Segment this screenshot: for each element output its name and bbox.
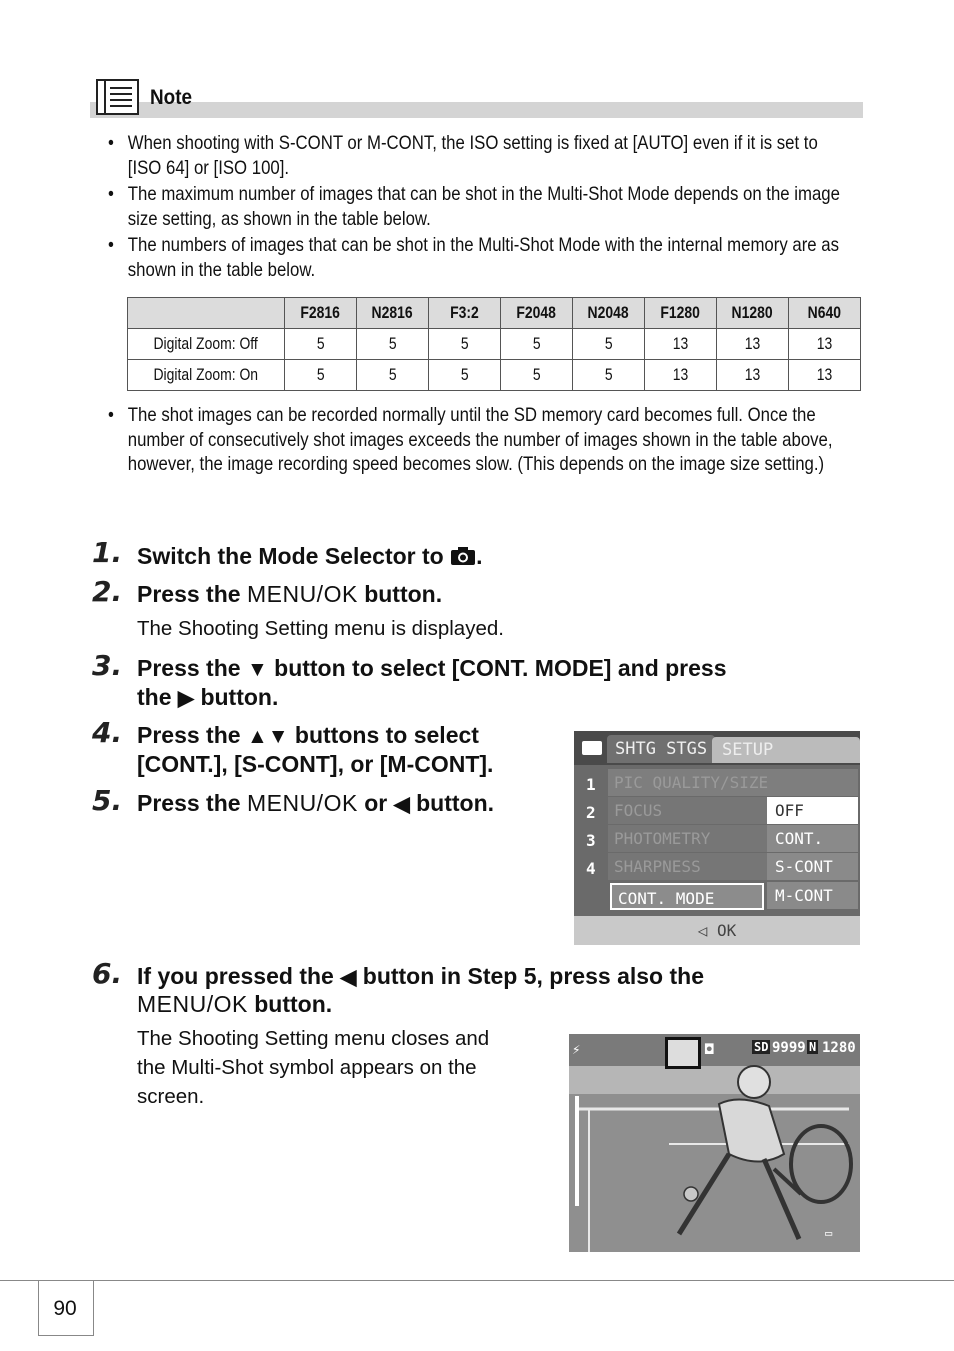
menu-ok-label: MENU/OK bbox=[246, 581, 358, 607]
down-arrow-icon: ▼ bbox=[246, 658, 268, 681]
table-cell: 5 bbox=[573, 360, 645, 391]
table-header-cell: N1280 bbox=[717, 298, 789, 329]
camera-mode-icon bbox=[450, 546, 476, 566]
tab-setup: SETUP bbox=[712, 737, 860, 763]
step-2-text: Press the MENU/OK button. bbox=[137, 581, 443, 607]
table-header-cell: N2048 bbox=[573, 298, 645, 329]
table-cell: 5 bbox=[357, 360, 429, 391]
multi-shot-count-table bbox=[127, 297, 861, 391]
step-6-description-line2: the Multi-Shot symbol appears on the bbox=[137, 1056, 477, 1079]
menu-item-photometry: PHOTOMETRY bbox=[608, 825, 768, 852]
step-1-number: 1. bbox=[92, 536, 123, 569]
step-6-text-line2: MENU/OK button. bbox=[137, 991, 333, 1017]
camera-menu-screenshot bbox=[574, 731, 860, 945]
camera-preview-screenshot bbox=[569, 1034, 860, 1252]
menu-page-number: 4 bbox=[586, 859, 596, 878]
image-quality-badge: N bbox=[809, 1040, 817, 1054]
left-arrow-icon: ◀ bbox=[340, 966, 357, 989]
right-arrow-icon: ▶ bbox=[177, 687, 195, 710]
table-header-row bbox=[128, 298, 861, 329]
step-3-text-line2: the ▶ button. bbox=[137, 684, 279, 710]
table-cell: 5 bbox=[285, 329, 357, 360]
menu-page-number: 1 bbox=[586, 775, 596, 794]
table-cell: 5 bbox=[429, 329, 501, 360]
table-header-cell: N640 bbox=[789, 298, 861, 329]
table-header-cell: F1280 bbox=[645, 298, 717, 329]
menu-page-number: 2 bbox=[586, 803, 596, 822]
table-row-label: Digital Zoom: Off bbox=[128, 329, 285, 360]
table-cell: 5 bbox=[501, 329, 573, 360]
step-4-number: 4. bbox=[92, 716, 123, 749]
menu-bottom-bar: ◁ OK bbox=[574, 916, 860, 945]
step-3-number: 3. bbox=[92, 649, 123, 682]
left-arrow-icon: ◁ bbox=[697, 921, 708, 940]
table-header-cell: N2816 bbox=[357, 298, 429, 329]
table-cell: 13 bbox=[645, 360, 717, 391]
tennis-player-illustration bbox=[569, 1034, 860, 1252]
table-cell: 13 bbox=[789, 360, 861, 391]
table-corner-cell bbox=[128, 298, 285, 329]
step-2-description: The Shooting Setting menu is displayed. bbox=[137, 617, 504, 640]
step-6-text-line1: If you pressed the ◀ button in Step 5, press also the bbox=[137, 963, 704, 989]
option-cont: CONT. bbox=[767, 825, 858, 852]
menu-item-cont-mode: CONT. MODE bbox=[610, 883, 764, 910]
table-cell: 13 bbox=[789, 329, 861, 360]
table-cell: 13 bbox=[645, 329, 717, 360]
footer-rule bbox=[0, 1280, 954, 1281]
table-row-label: Digital Zoom: On bbox=[128, 360, 285, 391]
note-title: Note bbox=[150, 86, 193, 109]
option-s-cont: S-CONT bbox=[767, 853, 858, 880]
step-5-number: 5. bbox=[92, 784, 123, 817]
battery-icon: ▭ bbox=[825, 1226, 833, 1240]
menu-item-sharpness: SHARPNESS bbox=[608, 853, 768, 880]
table-cell: 5 bbox=[429, 360, 501, 391]
table-row bbox=[128, 329, 861, 360]
left-arrow-icon: ◀ bbox=[393, 793, 410, 816]
step-6-description-line1: The Shooting Setting menu closes and bbox=[137, 1027, 490, 1050]
table-cell: 5 bbox=[501, 360, 573, 391]
step-4-text-line2: [CONT.], [S-CONT], or [M-CONT]. bbox=[137, 751, 494, 777]
note-icon bbox=[94, 78, 144, 118]
note-header-bar bbox=[90, 102, 863, 118]
menu-ok-label: MENU/OK bbox=[246, 790, 358, 816]
menu-ok-label: MENU/OK bbox=[137, 991, 248, 1017]
multi-shot-symbol-icon bbox=[665, 1037, 701, 1069]
table-header-cell: F2816 bbox=[285, 298, 357, 329]
step-2-number: 2. bbox=[92, 575, 123, 608]
table-row bbox=[128, 360, 861, 391]
menu-item-pic-quality: PIC QUALITY/SIZE bbox=[608, 769, 858, 796]
table-header-cell: F3:2 bbox=[429, 298, 501, 329]
menu-page-number: 3 bbox=[586, 831, 596, 850]
shots-remaining: 9999 bbox=[772, 1040, 806, 1056]
table-cell: 13 bbox=[717, 329, 789, 360]
step-4-text-line1: Press the ▲▼ buttons to select bbox=[137, 722, 479, 748]
step-6-number: 6. bbox=[92, 957, 123, 990]
flash-icon: ⚡ bbox=[572, 1042, 581, 1058]
image-size: 1280 bbox=[822, 1040, 856, 1056]
table-cell: 5 bbox=[357, 329, 429, 360]
up-down-arrow-icon: ▲▼ bbox=[246, 725, 289, 748]
tab-shooting-settings: SHTG STGS bbox=[607, 735, 715, 763]
option-off: OFF bbox=[767, 797, 858, 824]
step-1-text: Switch the Mode Selector to . bbox=[137, 543, 483, 569]
table-header-cell: F2048 bbox=[501, 298, 573, 329]
table-cell: 5 bbox=[285, 360, 357, 391]
step-6-description-line3: screen. bbox=[137, 1085, 205, 1108]
page-number: 90 bbox=[53, 1297, 77, 1320]
table-cell: 13 bbox=[717, 360, 789, 391]
camera-tab-icon bbox=[582, 741, 602, 755]
step-5-text: Press the MENU/OK or ◀ button. bbox=[137, 790, 495, 816]
sd-card-icon: SD bbox=[754, 1040, 769, 1054]
table-cell: 5 bbox=[573, 329, 645, 360]
step-3-text-line1: Press the ▼ button to select [CONT. MODE] and press bbox=[137, 655, 727, 681]
camera-mode-icon: ◘ bbox=[705, 1042, 714, 1058]
menu-item-focus: FOCUS bbox=[608, 797, 768, 824]
option-m-cont: M-CONT bbox=[767, 882, 858, 909]
